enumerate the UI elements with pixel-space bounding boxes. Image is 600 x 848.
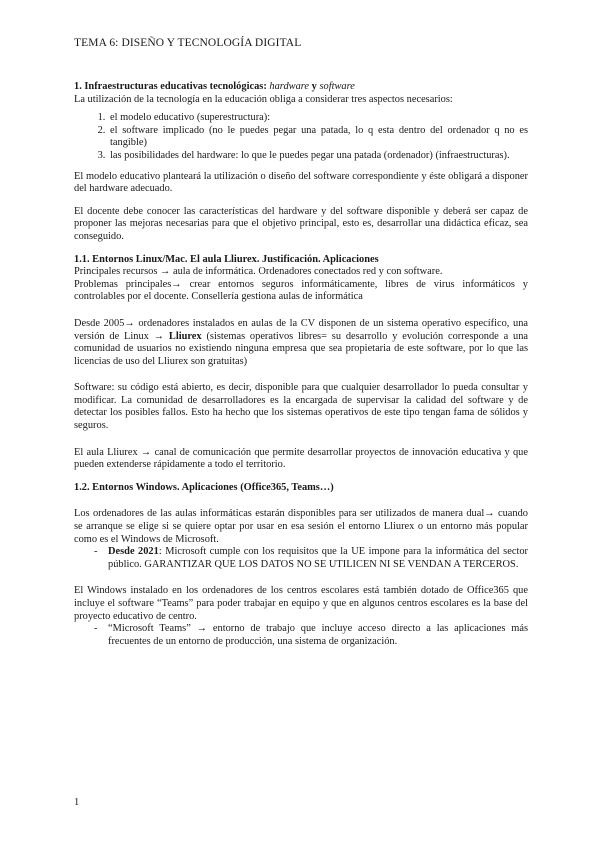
section-1-1-heading: 1.1. Entornos Linux/Mac. El aula Lliurex. Justificación. Aplicaciones xyxy=(74,253,379,265)
section-1-heading-text: 1. Infraestructuras educativas tecnológicas: xyxy=(74,81,267,92)
section-1-2-heading: 1.2. Entornos Windows. Aplicaciones (Office365, Teams…) xyxy=(74,481,334,493)
paragraph: Los ordenadores de las aulas informáticas estarán disponibles para ser utilizados de manera dual→ cuando se arranque se elige si se quiere optar por usar en esa sesión el entorno Lliurex o un entorno más popular como es el Windows de Microsoft. xyxy=(74,508,528,545)
desde-2021: Desde 2021 xyxy=(108,546,159,558)
paragraph-text: (sistemas operativos libres= su desarrollo y evolución corresponde a una comunidad de usuarios no existiendo ninguna empresa que sea propietaria de este software, por lo que las licencias de uso del Lliurex son gratuitas) xyxy=(74,330,529,367)
list-item xyxy=(108,546,528,571)
list-item-text: : Microsoft cumple con los requisitos que la UE impone para la informática del sector público. GARANTIZAR QUE LOS DATOS NO SE UTILICEN NI SE VENDAN A TERCEROS. xyxy=(108,546,528,570)
page-header: TEMA 6: DISEÑO Y TECNOLOGÍA DIGITAL xyxy=(74,37,302,49)
paragraph: El modelo educativo planteará la utilización o diseño del software correspondiente y éste obligará a disponer del hardware adecuado. xyxy=(74,170,528,195)
list-item: - “Microsoft Teams” → entorno de trabajo que incluye acceso directo a las aplicaciones más frecuentes de un entorno de producción, una sistema de organización. xyxy=(108,623,528,648)
dash-list xyxy=(74,623,528,648)
heading-software: software xyxy=(319,81,355,92)
paragraph: El aula Lliurex → canal de comunicación que permite desarrollar proyectos de innovación educativa y que pueden extenderse rápidamente a todo el territorio. xyxy=(74,446,528,471)
paragraph: Problemas principales→ crear entornos seguros informáticamente, libres de virus informáticos y controlables por el docente. Consellería gestiona aulas de informática xyxy=(74,278,528,303)
page-number: 1 xyxy=(74,797,80,808)
aspects-list xyxy=(74,112,528,162)
paragraph-text: Desde 2005→ ordenadores instalados en aulas de la CV disponen de un sistema operativo específico, una versión de Linux → xyxy=(74,317,528,342)
list-item: 2. el software implicado (no le puedes pegar una patada, lo q esta dentro del ordenador q no es tangible) xyxy=(108,125,528,150)
list-item: 3. las posibilidades del hardware: lo que le puedes pegar una patada (ordenador) (infraestructuras). xyxy=(108,150,528,163)
paragraph-lliurex xyxy=(74,318,528,368)
list-item: 1. el modelo educativo (superestructura): xyxy=(108,112,528,125)
paragraph: El docente debe conocer las características del hardware y del software disponible y deberá ser capaz de proponer las mejoras necesarias para que el objetivo principal, esto es, desarrollar una didáctica eficaz, sea conseguido. xyxy=(74,205,528,242)
paragraph: El Windows instalado en los ordenadores de los centros escolares está también dotado de Office365 que incluye el software “Teams” para poder trabajar en equipo y que en algunos centros escolares es la base del proyecto educativo de centro. xyxy=(74,585,528,622)
page-content xyxy=(74,81,528,648)
heading-y: y xyxy=(311,81,317,92)
heading-hardware: hardware xyxy=(269,81,310,92)
dash-list xyxy=(74,546,528,571)
lliurex-term: Lliurex xyxy=(168,330,202,342)
section-1-heading xyxy=(74,81,528,94)
section-1-intro: La utilización de la tecnología en la educación obliga a considerar tres aspectos necesarios: xyxy=(74,93,453,105)
paragraph: Principales recursos → aula de informática. Ordenadores conectados red y con software. xyxy=(74,266,443,278)
paragraph: Software: su código está abierto, es decir, disponible para que cualquier desarrollador lo pueda consultar y modificar. La comunidad de desarrolladores es la encargada de supervisar la calidad del software y de detectar los posibles fallos. Esto ha hecho que los sistemas operativos de este tipo tengan fama de sólidos y seguros. xyxy=(74,382,528,432)
